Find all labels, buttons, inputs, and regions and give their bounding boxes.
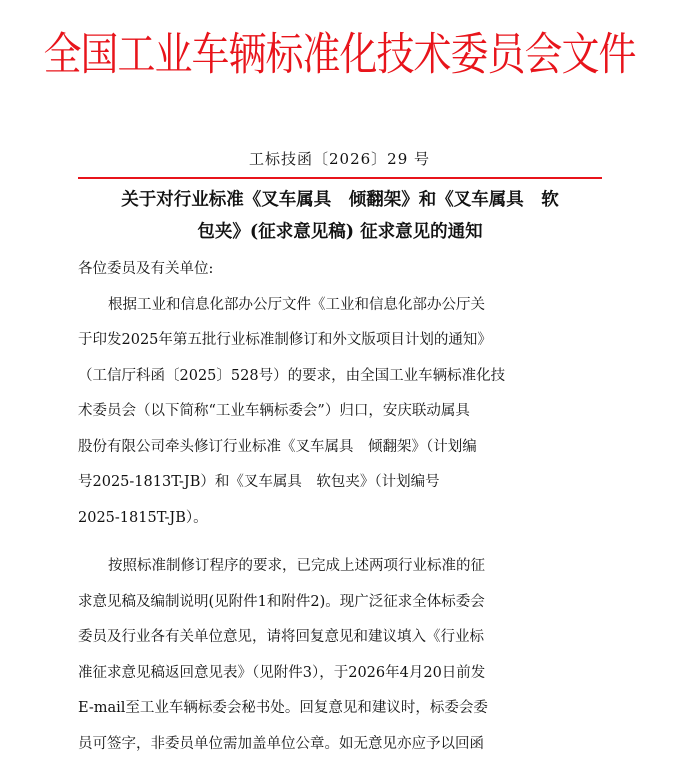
paragraph-line: 号2025-1813T-JB）和《叉车属具 软包夹》（计划编号 bbox=[78, 465, 602, 501]
paragraph-2 bbox=[78, 549, 602, 762]
paragraph-line: 根据工业和信息化部办公厅文件《工业和信息化部办公厅关 bbox=[78, 288, 602, 324]
document-title-line: 关于对行业标准《叉车属具 倾翻架》和《叉车属具 软 bbox=[78, 184, 602, 216]
document-body bbox=[78, 252, 602, 762]
paragraph-line: 求意见稿及编制说明(见附件1和附件2)。现广泛征求全体标委会 bbox=[78, 585, 602, 621]
paragraph-line: E-mail至工业车辆标委会秘书处。回复意见和建议时，标委会委 bbox=[78, 691, 602, 727]
document-title-line: 包夹》(征求意见稿) 征求意见的通知 bbox=[78, 216, 602, 248]
paragraph-gap bbox=[78, 536, 602, 549]
paragraph-line: 准征求意见稿返回意见表》（见附件3），于2026年4月20日前发 bbox=[78, 656, 602, 692]
paragraph-1 bbox=[78, 288, 602, 537]
paragraph-line: 2025-1815T-JB）。 bbox=[78, 501, 602, 537]
paragraph-line: （工信厅科函〔2025〕528号）的要求，由全国工业车辆标准化技 bbox=[78, 359, 602, 395]
paragraph-line: 按照标准制修订程序的要求，已完成上述两项行业标准的征 bbox=[78, 549, 602, 585]
organization-header: 全国工业车辆标准化技术委员会文件 bbox=[0, 28, 679, 80]
document-title bbox=[78, 184, 602, 248]
paragraph-line: 员可签字，非委员单位需加盖单位公章。如无意见亦应予以回函 bbox=[78, 727, 602, 762]
paragraph-line: 委员及行业各有关单位意见，请将回复意见和建议填入《行业标 bbox=[78, 620, 602, 656]
document-number: 工标技函〔2026〕29 号 bbox=[0, 148, 679, 170]
paragraph-line: 股份有限公司牵头修订行业标准《叉车属具 倾翻架》（计划编 bbox=[78, 430, 602, 466]
paragraph-line: 于印发2025年第五批行业标准制修订和外文版项目计划的通知》 bbox=[78, 323, 602, 359]
salutation: 各位委员及有关单位: bbox=[78, 252, 602, 288]
paragraph-line: 术委员会（以下简称“工业车辆标委会”）归口，安庆联动属具 bbox=[78, 394, 602, 430]
header-divider bbox=[78, 177, 602, 179]
